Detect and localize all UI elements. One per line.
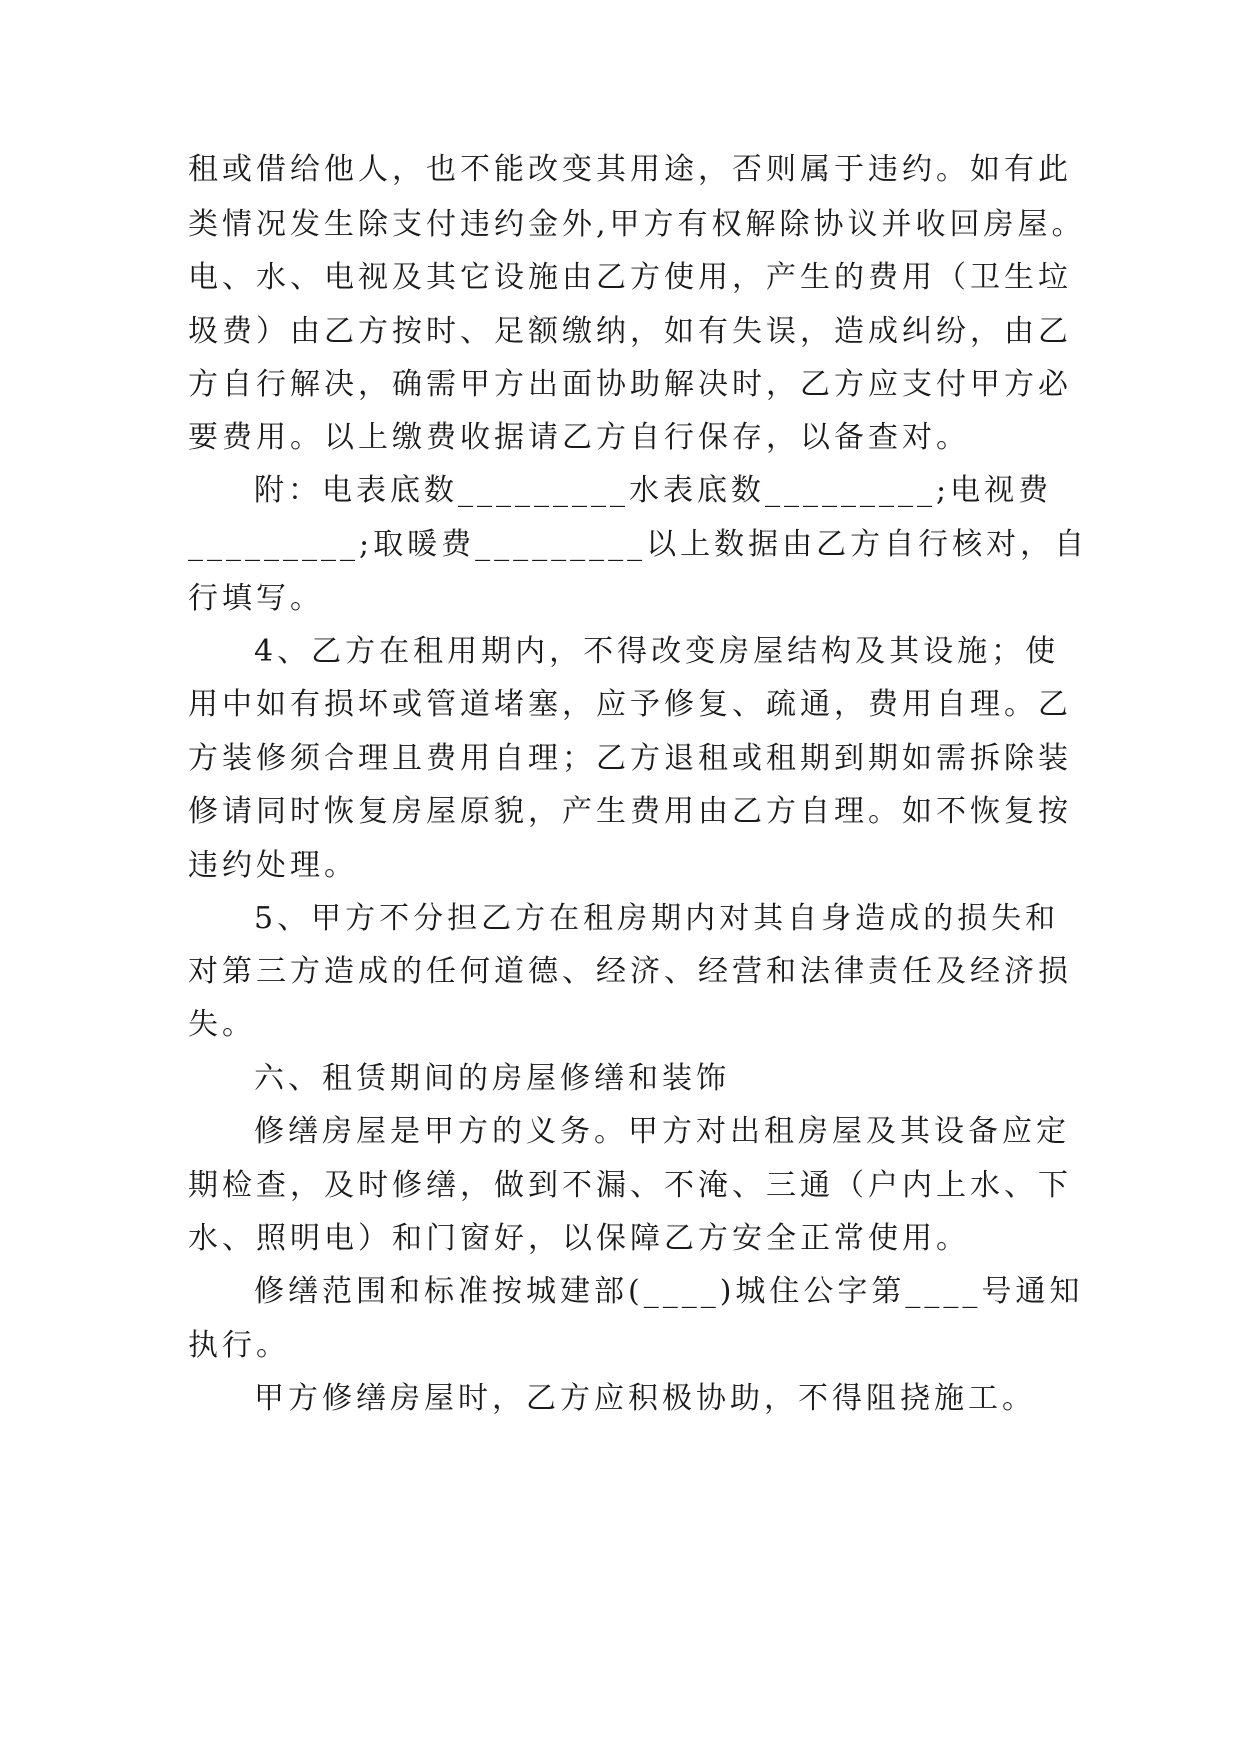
text-line: 用中如有损坏或管道堵塞，应予修复、疏通，费用自理。乙 [188,687,1072,722]
text-line: 5、甲方不分担乙方在租房期内对其自身造成的损失和 [254,901,1060,936]
text-line: 失。 [188,1007,256,1042]
text-line: 电、水、电视及其它设施由乙方使用，产生的费用（卫生垃 [188,260,1072,295]
text-line: 执行。 [188,1328,290,1363]
text-line: 修缮房屋是甲方的义务。甲方对出租房屋及其设备应定 [254,1114,1070,1149]
text-line: 4、乙方在租用期内，不得改变房屋结构及其设施；使 [254,634,1060,669]
text-line: 方装修须合理且费用自理；乙方退租或租期到期如需拆除装 [188,741,1072,776]
text-line: 附：电表底数_________水表底数_________;电视费 [254,473,1053,508]
text-line: 方自行解决，确需甲方出面协助解决时，乙方应支付甲方必 [188,367,1072,402]
text-line: 水、照明电）和门窗好，以保障乙方安全正常使用。 [188,1221,970,1256]
text-line: 圾费）由乙方按时、足额缴纳，如有失误，造成纠纷，由乙 [188,314,1072,349]
text-line: 修请同时恢复房屋原貌，产生费用由乙方自理。如不恢复按 [188,794,1072,829]
text-line: 对第三方造成的任何道德、经济、经营和法律责任及经济损 [188,954,1072,989]
text-line: 要费用。以上缴费收据请乙方自行保存，以备查对。 [188,420,970,455]
text-line: 租或借给他人，也不能改变其用途，否则属于违约。如有此 [188,152,1072,187]
text-line: 修缮范围和标准按城建部(____)城住公字第____号通知 [254,1274,1084,1309]
text-line: _________;取暖费_________以上数据由乙方自行核对，自 [188,527,1089,562]
section-heading: 六、租赁期间的房屋修缮和装饰 [254,1061,730,1096]
text-line: 期检查，及时修缮，做到不漏、不淹、三通（户内上水、下 [188,1168,1072,1203]
text-line: 行填写。 [188,581,324,616]
text-line: 甲方修缮房屋时，乙方应积极协助，不得阻挠施工。 [254,1381,1036,1416]
text-line: 类情况发生除支付违约金外,甲方有权解除协议并收回房屋。 [188,207,1086,242]
text-line: 违约处理。 [188,848,358,883]
